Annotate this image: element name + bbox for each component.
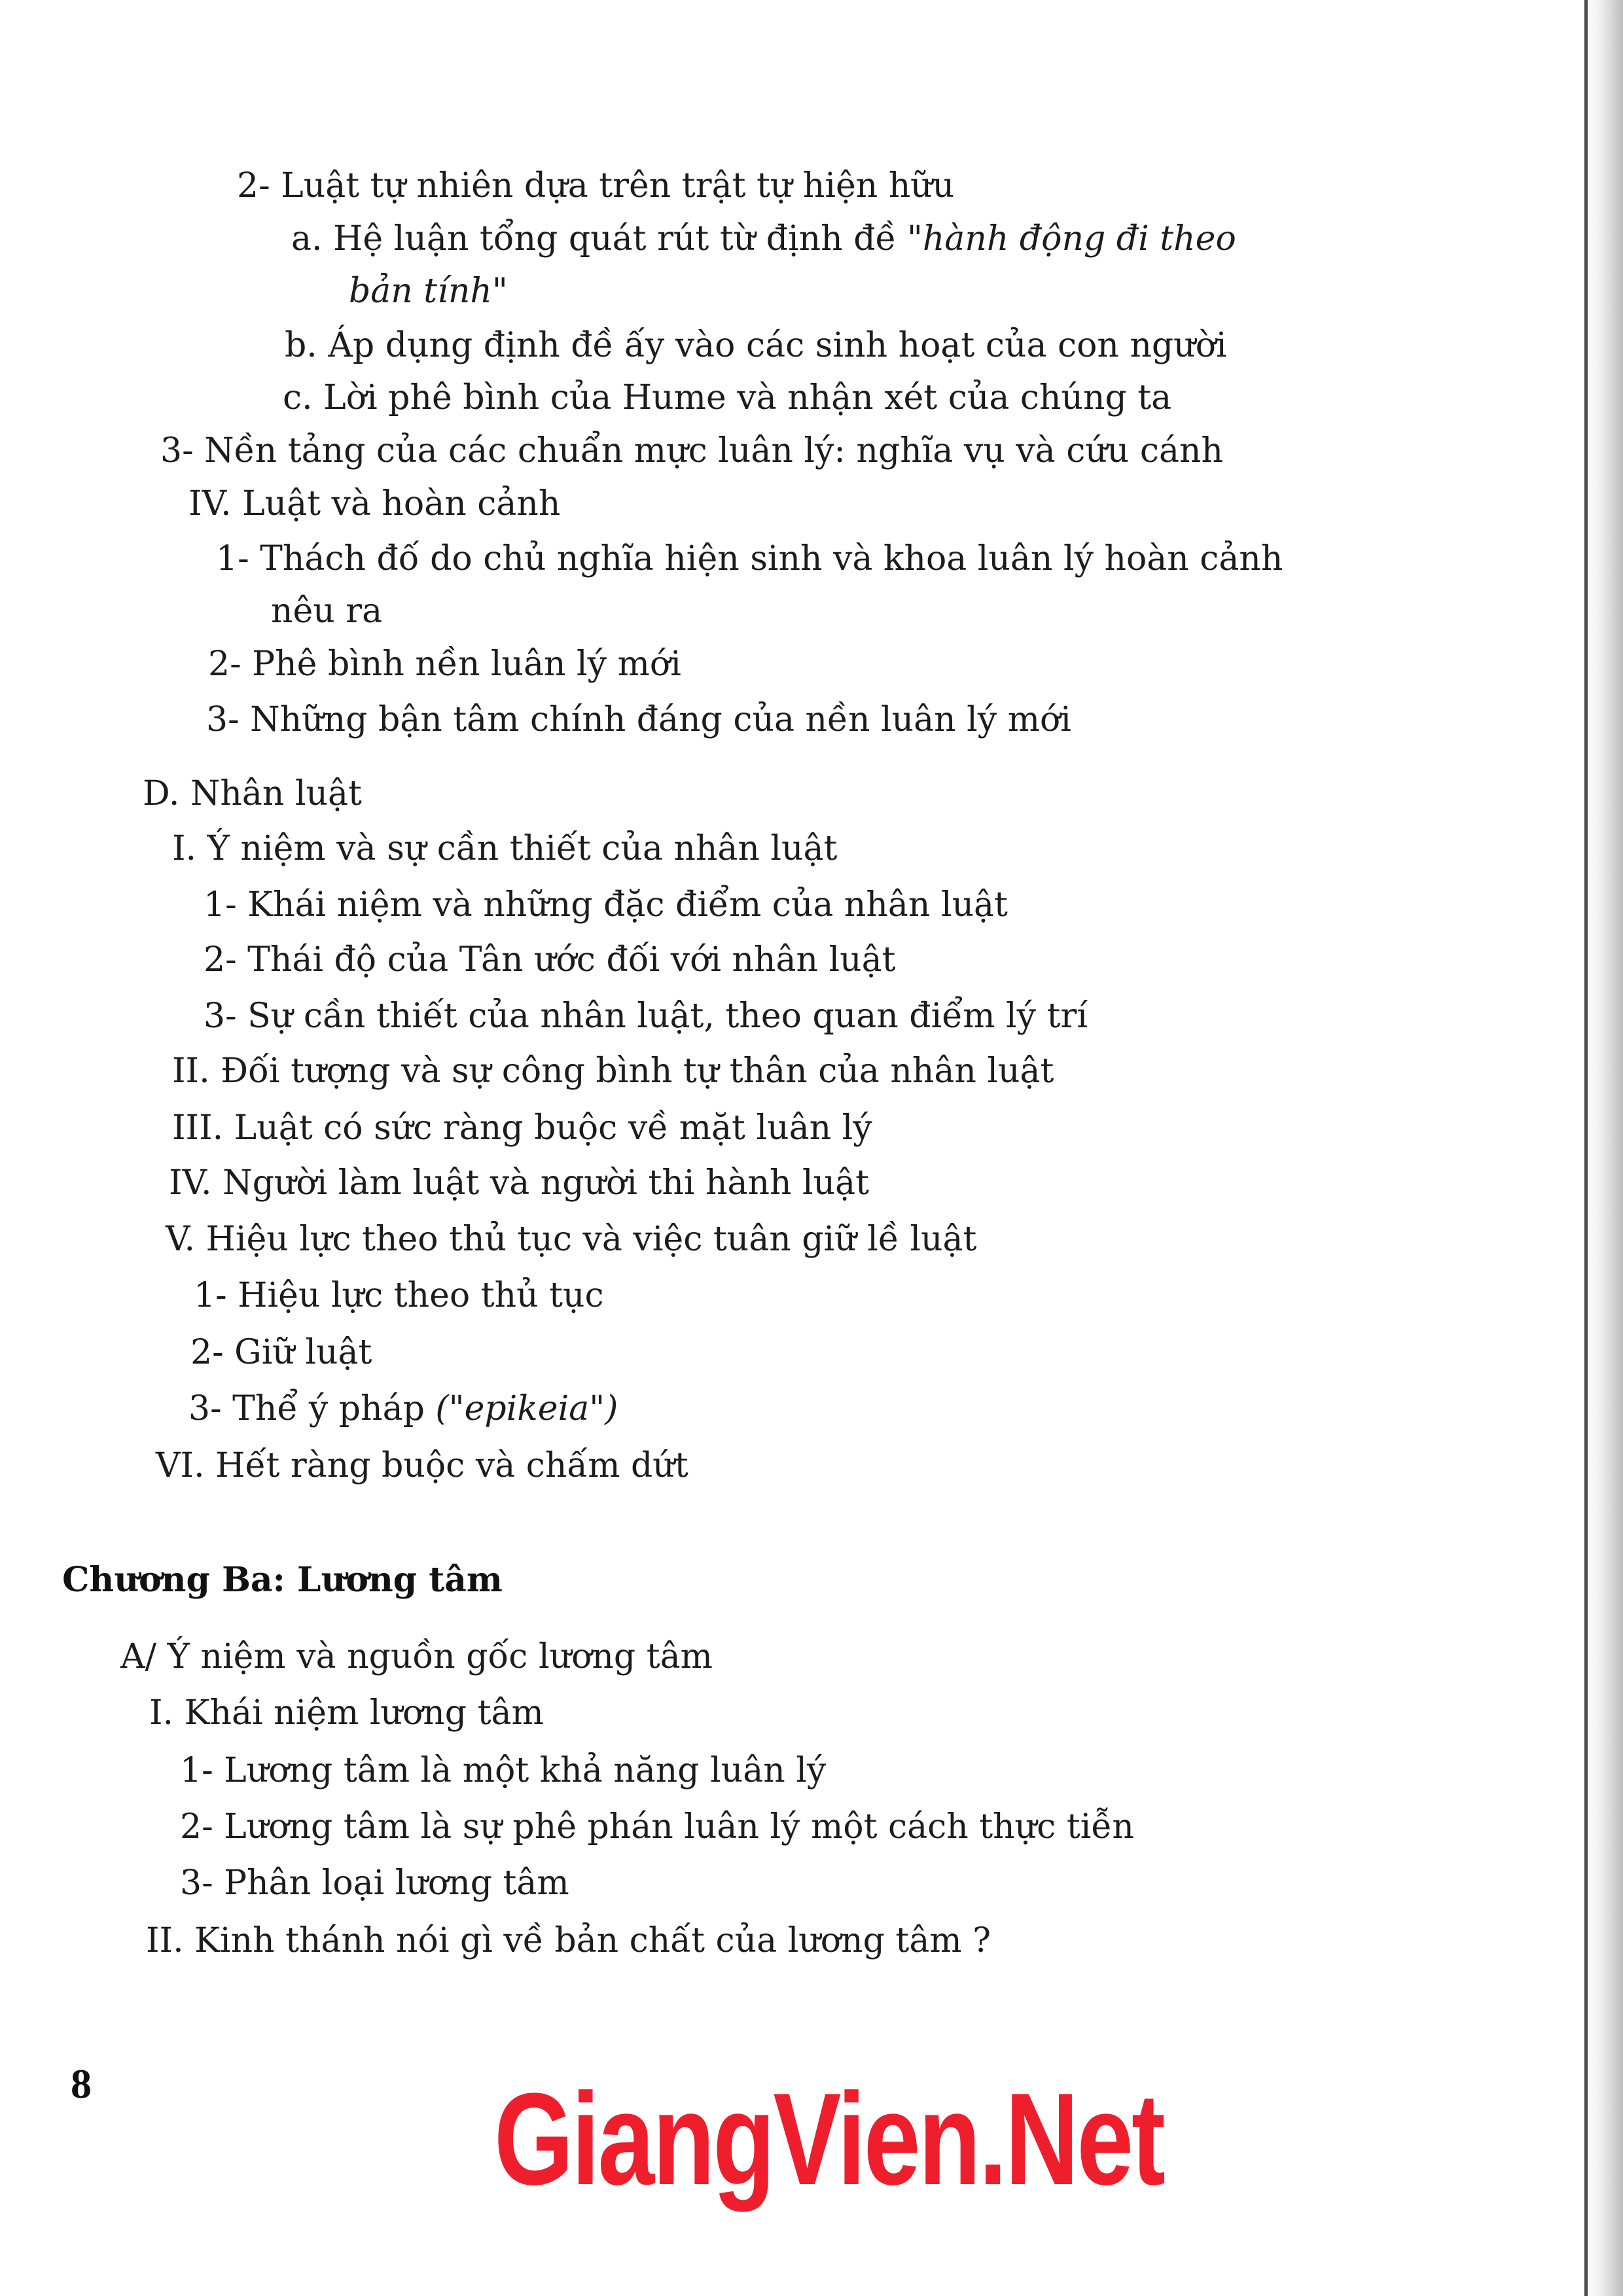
toc-line: I. Ý niệm và sự cần thiết của nhân luật <box>172 829 838 868</box>
toc-line: 2- Thái độ của Tân ước đối với nhân luật <box>204 940 896 980</box>
toc-line: 3- Thể ý pháp ("epikeia") <box>188 1389 618 1428</box>
watermark-logo: GiangVien.Net <box>494 2066 1164 2212</box>
toc-line: c. Lời phê bình của Hume và nhận xét của chúng ta <box>283 378 1172 417</box>
toc-line: II. Kinh thánh nói gì về bản chất của lương tâm ? <box>146 1921 991 1960</box>
toc-line: I. Khái niệm lương tâm <box>149 1693 544 1733</box>
toc-line: nêu ra <box>271 592 383 631</box>
page-number: 8 <box>71 2060 92 2107</box>
toc-line: III. Luật có sức ràng buộc về mặt luân lý <box>172 1108 872 1148</box>
toc-line: a. Hệ luận tổng quát rút từ định đề "hành động đi theo <box>291 219 1236 258</box>
chapter-heading: Chương Ba: Lương tâm <box>62 1560 503 1600</box>
toc-line: 2- Phê bình nền luân lý mới <box>208 645 681 684</box>
toc-line: VI. Hết ràng buộc và chấm dứt <box>156 1446 688 1485</box>
toc-line: bản tính" <box>349 272 508 311</box>
toc-line: 3- Phân loại lương tâm <box>180 1863 569 1903</box>
toc-line: 3- Những bận tâm chính đáng của nền luân lý mới <box>206 700 1071 739</box>
toc-line: A/ Ý niệm và nguồn gốc lương tâm <box>120 1637 713 1676</box>
toc-line: 2- Giữ luật <box>190 1333 372 1372</box>
toc-line: b. Áp dụng định đề ấy vào các sinh hoạt của con người <box>285 326 1227 365</box>
toc-line: 1- Lương tâm là một khả năng luân lý <box>180 1751 827 1790</box>
toc-line: 2- Luật tự nhiên dựa trên trật tự hiện hữu <box>237 166 955 205</box>
toc-line: 1- Khái niệm và những đặc điểm của nhân luật <box>204 885 1008 925</box>
toc-line: 1- Hiệu lực theo thủ tục <box>194 1276 604 1315</box>
book-binding-line <box>1584 0 1588 2296</box>
toc-line: IV. Người làm luật và người thi hành luật <box>169 1163 870 1203</box>
toc-line: 2- Lương tâm là sự phê phán luân lý một cách thực tiễn <box>180 1807 1134 1846</box>
toc-line: 1- Thách đố do chủ nghĩa hiện sinh và khoa luân lý hoàn cảnh <box>216 539 1283 578</box>
book-binding-edge <box>1582 0 1623 2296</box>
toc-line: II. Đối tượng và sự công bình tự thân của nhân luật <box>172 1051 1054 1091</box>
toc-line: V. Hiệu lực theo thủ tục và việc tuân giữ lề luật <box>166 1220 977 1259</box>
toc-line: 3- Nền tảng của các chuẩn mực luân lý: nghĩa vụ và cứu cánh <box>160 431 1223 470</box>
toc-line: IV. Luật và hoàn cảnh <box>188 484 561 523</box>
toc-line: 3- Sự cần thiết của nhân luật, theo quan điểm lý trí <box>204 997 1088 1036</box>
toc-line: D. Nhân luật <box>143 774 362 813</box>
